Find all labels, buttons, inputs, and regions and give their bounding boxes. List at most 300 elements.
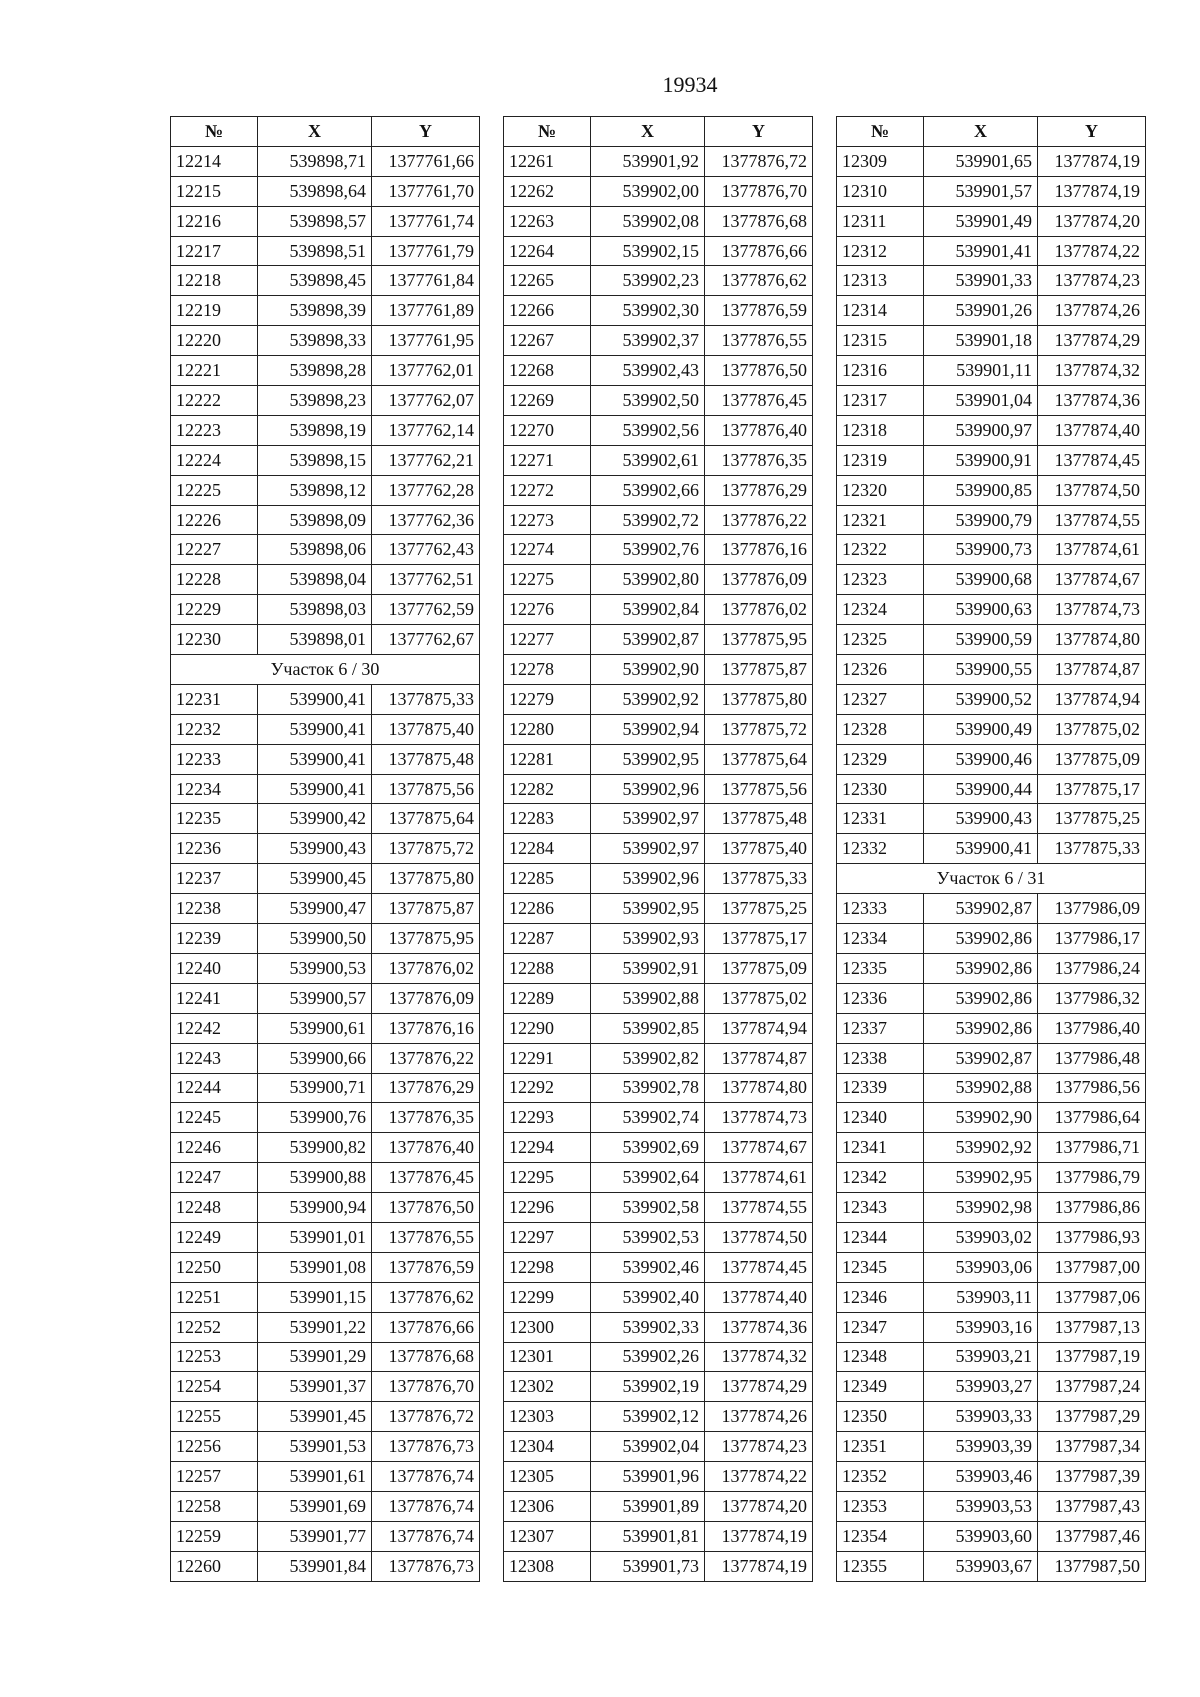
point-number: 12314 — [837, 296, 924, 326]
x-coordinate: 539900,82 — [258, 1133, 372, 1163]
x-coordinate: 539902,33 — [591, 1312, 705, 1342]
point-number: 12313 — [837, 266, 924, 296]
x-coordinate: 539900,41 — [258, 774, 372, 804]
coordinates-table-2 — [503, 116, 813, 1582]
table-row — [504, 953, 813, 983]
y-coordinate: 1377874,67 — [705, 1133, 813, 1163]
x-coordinate: 539900,97 — [924, 415, 1038, 445]
x-coordinate: 539900,57 — [258, 983, 372, 1013]
table-row — [171, 236, 480, 266]
x-coordinate: 539903,16 — [924, 1312, 1038, 1342]
table-row — [171, 595, 480, 625]
x-coordinate: 539903,21 — [924, 1342, 1038, 1372]
y-coordinate: 1377987,43 — [1038, 1491, 1146, 1521]
table-row — [837, 655, 1146, 685]
y-coordinate: 1377874,36 — [1038, 386, 1146, 416]
table-row — [504, 1312, 813, 1342]
point-number: 12249 — [171, 1222, 258, 1252]
y-coordinate: 1377986,79 — [1038, 1163, 1146, 1193]
table-row — [504, 1342, 813, 1372]
table-row — [504, 1282, 813, 1312]
point-number: 12309 — [837, 146, 924, 176]
point-number: 12216 — [171, 206, 258, 236]
point-number: 12233 — [171, 744, 258, 774]
table-row — [837, 1133, 1146, 1163]
x-coordinate: 539902,72 — [591, 505, 705, 535]
y-coordinate: 1377761,79 — [372, 236, 480, 266]
x-coordinate: 539902,84 — [591, 595, 705, 625]
point-number: 12269 — [504, 386, 591, 416]
table-row — [837, 834, 1146, 864]
y-coordinate: 1377876,16 — [372, 1013, 480, 1043]
x-coordinate: 539902,56 — [591, 415, 705, 445]
x-coordinate: 539900,41 — [258, 684, 372, 714]
x-coordinate: 539903,67 — [924, 1551, 1038, 1581]
x-coordinate: 539898,57 — [258, 206, 372, 236]
point-number: 12237 — [171, 864, 258, 894]
table-row — [504, 834, 813, 864]
table-row — [171, 356, 480, 386]
table-row — [171, 1372, 480, 1402]
table-row — [504, 146, 813, 176]
table-row — [504, 1043, 813, 1073]
y-coordinate: 1377876,02 — [372, 953, 480, 983]
table-row — [504, 1103, 813, 1133]
table-row — [504, 1163, 813, 1193]
y-coordinate: 1377876,02 — [705, 595, 813, 625]
y-coordinate: 1377874,20 — [705, 1491, 813, 1521]
y-coordinate: 1377876,72 — [705, 146, 813, 176]
x-coordinate: 539902,76 — [591, 535, 705, 565]
y-coordinate: 1377874,22 — [1038, 236, 1146, 266]
y-coordinate: 1377986,32 — [1038, 983, 1146, 1013]
point-number: 12299 — [504, 1282, 591, 1312]
x-coordinate: 539902,69 — [591, 1133, 705, 1163]
table-row — [504, 804, 813, 834]
table-row — [171, 146, 480, 176]
table-row — [171, 983, 480, 1013]
table-row — [837, 206, 1146, 236]
y-coordinate: 1377875,56 — [705, 774, 813, 804]
table-row — [171, 266, 480, 296]
x-coordinate: 539901,92 — [591, 146, 705, 176]
x-coordinate: 539901,29 — [258, 1342, 372, 1372]
table-row — [171, 1312, 480, 1342]
x-coordinate: 539902,82 — [591, 1043, 705, 1073]
y-coordinate: 1377762,36 — [372, 505, 480, 535]
section-row — [837, 864, 1146, 894]
table-row — [837, 595, 1146, 625]
point-number: 12337 — [837, 1013, 924, 1043]
point-number: 12330 — [837, 774, 924, 804]
point-number: 12242 — [171, 1013, 258, 1043]
y-coordinate: 1377874,55 — [1038, 505, 1146, 535]
x-coordinate: 539902,58 — [591, 1193, 705, 1223]
y-coordinate: 1377875,17 — [1038, 774, 1146, 804]
y-coordinate: 1377875,48 — [372, 744, 480, 774]
point-number: 12282 — [504, 774, 591, 804]
y-coordinate: 1377987,13 — [1038, 1312, 1146, 1342]
point-number: 12318 — [837, 415, 924, 445]
y-coordinate: 1377762,51 — [372, 565, 480, 595]
point-number: 12240 — [171, 953, 258, 983]
x-coordinate: 539901,96 — [591, 1462, 705, 1492]
section-row — [171, 655, 480, 685]
table-row — [171, 1133, 480, 1163]
point-number: 12294 — [504, 1133, 591, 1163]
y-coordinate: 1377875,25 — [705, 894, 813, 924]
x-coordinate: 539900,41 — [258, 744, 372, 774]
y-coordinate: 1377875,56 — [372, 774, 480, 804]
point-number: 12297 — [504, 1222, 591, 1252]
point-number: 12350 — [837, 1402, 924, 1432]
y-coordinate: 1377987,00 — [1038, 1252, 1146, 1282]
y-coordinate: 1377986,48 — [1038, 1043, 1146, 1073]
table-row — [504, 505, 813, 535]
y-coordinate: 1377876,09 — [372, 983, 480, 1013]
y-coordinate: 1377876,59 — [372, 1252, 480, 1282]
point-number: 12342 — [837, 1163, 924, 1193]
table-row — [837, 804, 1146, 834]
y-coordinate: 1377876,66 — [372, 1312, 480, 1342]
table-row — [171, 625, 480, 655]
point-number: 12266 — [504, 296, 591, 326]
header-y: Y — [372, 117, 480, 147]
y-coordinate: 1377876,59 — [705, 296, 813, 326]
point-number: 12346 — [837, 1282, 924, 1312]
point-number: 12262 — [504, 176, 591, 206]
table-row — [171, 176, 480, 206]
table-row — [171, 684, 480, 714]
x-coordinate: 539898,03 — [258, 595, 372, 625]
table-row — [504, 1372, 813, 1402]
x-coordinate: 539902,23 — [591, 266, 705, 296]
y-coordinate: 1377875,48 — [705, 804, 813, 834]
y-coordinate: 1377876,35 — [372, 1103, 480, 1133]
x-coordinate: 539901,53 — [258, 1432, 372, 1462]
y-coordinate: 1377987,46 — [1038, 1521, 1146, 1551]
table-row — [171, 924, 480, 954]
point-number: 12315 — [837, 326, 924, 356]
x-coordinate: 539902,95 — [591, 894, 705, 924]
point-number: 12306 — [504, 1491, 591, 1521]
y-coordinate: 1377874,19 — [1038, 176, 1146, 206]
point-number: 12312 — [837, 236, 924, 266]
point-number: 12335 — [837, 953, 924, 983]
table-row — [171, 953, 480, 983]
y-coordinate: 1377874,73 — [705, 1103, 813, 1133]
point-number: 12331 — [837, 804, 924, 834]
point-number: 12345 — [837, 1252, 924, 1282]
y-coordinate: 1377761,66 — [372, 146, 480, 176]
point-number: 12271 — [504, 445, 591, 475]
point-number: 12255 — [171, 1402, 258, 1432]
point-number: 12256 — [171, 1432, 258, 1462]
table-row — [171, 804, 480, 834]
point-number: 12333 — [837, 894, 924, 924]
point-number: 12288 — [504, 953, 591, 983]
table-row — [504, 206, 813, 236]
table-row — [837, 744, 1146, 774]
x-coordinate: 539900,44 — [924, 774, 1038, 804]
table-row — [171, 1073, 480, 1103]
y-coordinate: 1377761,74 — [372, 206, 480, 236]
point-number: 12264 — [504, 236, 591, 266]
x-coordinate: 539898,45 — [258, 266, 372, 296]
x-coordinate: 539903,27 — [924, 1372, 1038, 1402]
y-coordinate: 1377875,40 — [372, 714, 480, 744]
x-coordinate: 539898,39 — [258, 296, 372, 326]
x-coordinate: 539900,79 — [924, 505, 1038, 535]
point-number: 12265 — [504, 266, 591, 296]
y-coordinate: 1377875,25 — [1038, 804, 1146, 834]
x-coordinate: 539898,33 — [258, 326, 372, 356]
y-coordinate: 1377875,64 — [705, 744, 813, 774]
point-number: 12234 — [171, 774, 258, 804]
x-coordinate: 539902,87 — [591, 625, 705, 655]
point-number: 12276 — [504, 595, 591, 625]
point-number: 12277 — [504, 625, 591, 655]
table-row — [171, 714, 480, 744]
x-coordinate: 539903,46 — [924, 1462, 1038, 1492]
point-number: 12290 — [504, 1013, 591, 1043]
y-coordinate: 1377874,50 — [1038, 475, 1146, 505]
point-number: 12307 — [504, 1521, 591, 1551]
table-row — [171, 1342, 480, 1372]
point-number: 12260 — [171, 1551, 258, 1581]
table-row — [504, 415, 813, 445]
x-coordinate: 539902,96 — [591, 774, 705, 804]
x-coordinate: 539902,12 — [591, 1402, 705, 1432]
y-coordinate: 1377876,73 — [372, 1551, 480, 1581]
y-coordinate: 1377762,21 — [372, 445, 480, 475]
y-coordinate: 1377876,50 — [705, 356, 813, 386]
table-row — [504, 894, 813, 924]
y-coordinate: 1377876,50 — [372, 1193, 480, 1223]
table-row — [504, 445, 813, 475]
table-row — [171, 1043, 480, 1073]
y-coordinate: 1377876,74 — [372, 1462, 480, 1492]
y-coordinate: 1377876,55 — [705, 326, 813, 356]
y-coordinate: 1377874,40 — [1038, 415, 1146, 445]
y-coordinate: 1377987,50 — [1038, 1551, 1146, 1581]
point-number: 12319 — [837, 445, 924, 475]
y-coordinate: 1377987,39 — [1038, 1462, 1146, 1492]
x-coordinate: 539901,37 — [258, 1372, 372, 1402]
point-number: 12229 — [171, 595, 258, 625]
point-number: 12285 — [504, 864, 591, 894]
point-number: 12257 — [171, 1462, 258, 1492]
table-row — [504, 1133, 813, 1163]
x-coordinate: 539902,94 — [591, 714, 705, 744]
point-number: 12270 — [504, 415, 591, 445]
table-row — [837, 1521, 1146, 1551]
point-number: 12243 — [171, 1043, 258, 1073]
table-row — [837, 894, 1146, 924]
table-row — [504, 714, 813, 744]
table-row — [171, 206, 480, 236]
y-coordinate: 1377876,73 — [372, 1432, 480, 1462]
y-coordinate: 1377986,09 — [1038, 894, 1146, 924]
point-number: 12232 — [171, 714, 258, 744]
table-row — [837, 924, 1146, 954]
point-number: 12349 — [837, 1372, 924, 1402]
x-coordinate: 539898,12 — [258, 475, 372, 505]
y-coordinate: 1377874,45 — [1038, 445, 1146, 475]
table-row — [171, 445, 480, 475]
y-coordinate: 1377762,28 — [372, 475, 480, 505]
x-coordinate: 539901,26 — [924, 296, 1038, 326]
y-coordinate: 1377874,50 — [705, 1222, 813, 1252]
y-coordinate: 1377874,32 — [1038, 356, 1146, 386]
table-row — [837, 1402, 1146, 1432]
point-number: 12284 — [504, 834, 591, 864]
header-number: № — [504, 117, 591, 147]
point-number: 12352 — [837, 1462, 924, 1492]
x-coordinate: 539902,26 — [591, 1342, 705, 1372]
point-number: 12222 — [171, 386, 258, 416]
table-row — [837, 1551, 1146, 1581]
table-row — [837, 1103, 1146, 1133]
table-row — [837, 1491, 1146, 1521]
table-row — [837, 296, 1146, 326]
table-row — [837, 1252, 1146, 1282]
point-number: 12298 — [504, 1252, 591, 1282]
table-row — [171, 1163, 480, 1193]
point-number: 12328 — [837, 714, 924, 744]
table-row — [171, 744, 480, 774]
y-coordinate: 1377875,72 — [372, 834, 480, 864]
y-coordinate: 1377987,29 — [1038, 1402, 1146, 1432]
x-coordinate: 539902,86 — [924, 924, 1038, 954]
y-coordinate: 1377875,02 — [1038, 714, 1146, 744]
point-number: 12341 — [837, 1133, 924, 1163]
table-row — [504, 1073, 813, 1103]
y-coordinate: 1377762,67 — [372, 625, 480, 655]
x-coordinate: 539900,50 — [258, 924, 372, 954]
x-coordinate: 539901,33 — [924, 266, 1038, 296]
x-coordinate: 539902,95 — [924, 1163, 1038, 1193]
y-coordinate: 1377762,43 — [372, 535, 480, 565]
section-title: Участок 6 / 30 — [171, 655, 480, 685]
y-coordinate: 1377875,80 — [705, 684, 813, 714]
x-coordinate: 539902,43 — [591, 356, 705, 386]
table-row — [837, 953, 1146, 983]
point-number: 12348 — [837, 1342, 924, 1372]
header-x: X — [924, 117, 1038, 147]
y-coordinate: 1377762,14 — [372, 415, 480, 445]
x-coordinate: 539901,61 — [258, 1462, 372, 1492]
x-coordinate: 539900,52 — [924, 684, 1038, 714]
point-number: 12281 — [504, 744, 591, 774]
y-coordinate: 1377874,20 — [1038, 206, 1146, 236]
x-coordinate: 539902,61 — [591, 445, 705, 475]
point-number: 12235 — [171, 804, 258, 834]
table-row — [504, 774, 813, 804]
x-coordinate: 539902,08 — [591, 206, 705, 236]
table-row — [504, 1551, 813, 1581]
point-number: 12302 — [504, 1372, 591, 1402]
x-coordinate: 539901,22 — [258, 1312, 372, 1342]
y-coordinate: 1377876,70 — [705, 176, 813, 206]
table-row — [171, 475, 480, 505]
table-row — [171, 894, 480, 924]
table-row — [504, 1432, 813, 1462]
y-coordinate: 1377876,72 — [372, 1402, 480, 1432]
point-number: 12336 — [837, 983, 924, 1013]
header-number: № — [837, 117, 924, 147]
y-coordinate: 1377874,19 — [705, 1551, 813, 1581]
table-row — [504, 864, 813, 894]
x-coordinate: 539900,41 — [924, 834, 1038, 864]
table-row — [171, 1103, 480, 1133]
y-coordinate: 1377874,61 — [1038, 535, 1146, 565]
point-number: 12286 — [504, 894, 591, 924]
x-coordinate: 539900,73 — [924, 535, 1038, 565]
table-row — [171, 1551, 480, 1581]
y-coordinate: 1377987,24 — [1038, 1372, 1146, 1402]
table-row — [171, 834, 480, 864]
point-number: 12227 — [171, 535, 258, 565]
point-number: 12287 — [504, 924, 591, 954]
table-row — [504, 176, 813, 206]
y-coordinate: 1377875,33 — [705, 864, 813, 894]
x-coordinate: 539902,95 — [591, 744, 705, 774]
point-number: 12278 — [504, 655, 591, 685]
table-row — [837, 266, 1146, 296]
table-row — [171, 1402, 480, 1432]
point-number: 12254 — [171, 1372, 258, 1402]
point-number: 12324 — [837, 595, 924, 625]
point-number: 12325 — [837, 625, 924, 655]
table-row — [837, 505, 1146, 535]
point-number: 12239 — [171, 924, 258, 954]
table-row — [837, 1462, 1146, 1492]
point-number: 12268 — [504, 356, 591, 386]
point-number: 12258 — [171, 1491, 258, 1521]
y-coordinate: 1377874,87 — [705, 1043, 813, 1073]
point-number: 12274 — [504, 535, 591, 565]
table-row — [171, 1491, 480, 1521]
point-number: 12332 — [837, 834, 924, 864]
table-row — [837, 1372, 1146, 1402]
point-number: 12351 — [837, 1432, 924, 1462]
x-coordinate: 539902,50 — [591, 386, 705, 416]
y-coordinate: 1377874,26 — [1038, 296, 1146, 326]
x-coordinate: 539898,15 — [258, 445, 372, 475]
x-coordinate: 539903,06 — [924, 1252, 1038, 1282]
x-coordinate: 539901,89 — [591, 1491, 705, 1521]
y-coordinate: 1377874,94 — [1038, 684, 1146, 714]
table-row — [837, 565, 1146, 595]
x-coordinate: 539900,53 — [258, 953, 372, 983]
point-number: 12267 — [504, 326, 591, 356]
point-number: 12354 — [837, 1521, 924, 1551]
x-coordinate: 539902,66 — [591, 475, 705, 505]
y-coordinate: 1377874,26 — [705, 1402, 813, 1432]
x-coordinate: 539902,87 — [924, 894, 1038, 924]
y-coordinate: 1377874,73 — [1038, 595, 1146, 625]
x-coordinate: 539900,49 — [924, 714, 1038, 744]
point-number: 12344 — [837, 1222, 924, 1252]
x-coordinate: 539902,87 — [924, 1043, 1038, 1073]
x-coordinate: 539903,53 — [924, 1491, 1038, 1521]
point-number: 12347 — [837, 1312, 924, 1342]
y-coordinate: 1377875,02 — [705, 983, 813, 1013]
header-y: Y — [1038, 117, 1146, 147]
point-number: 12247 — [171, 1163, 258, 1193]
y-coordinate: 1377876,09 — [705, 565, 813, 595]
